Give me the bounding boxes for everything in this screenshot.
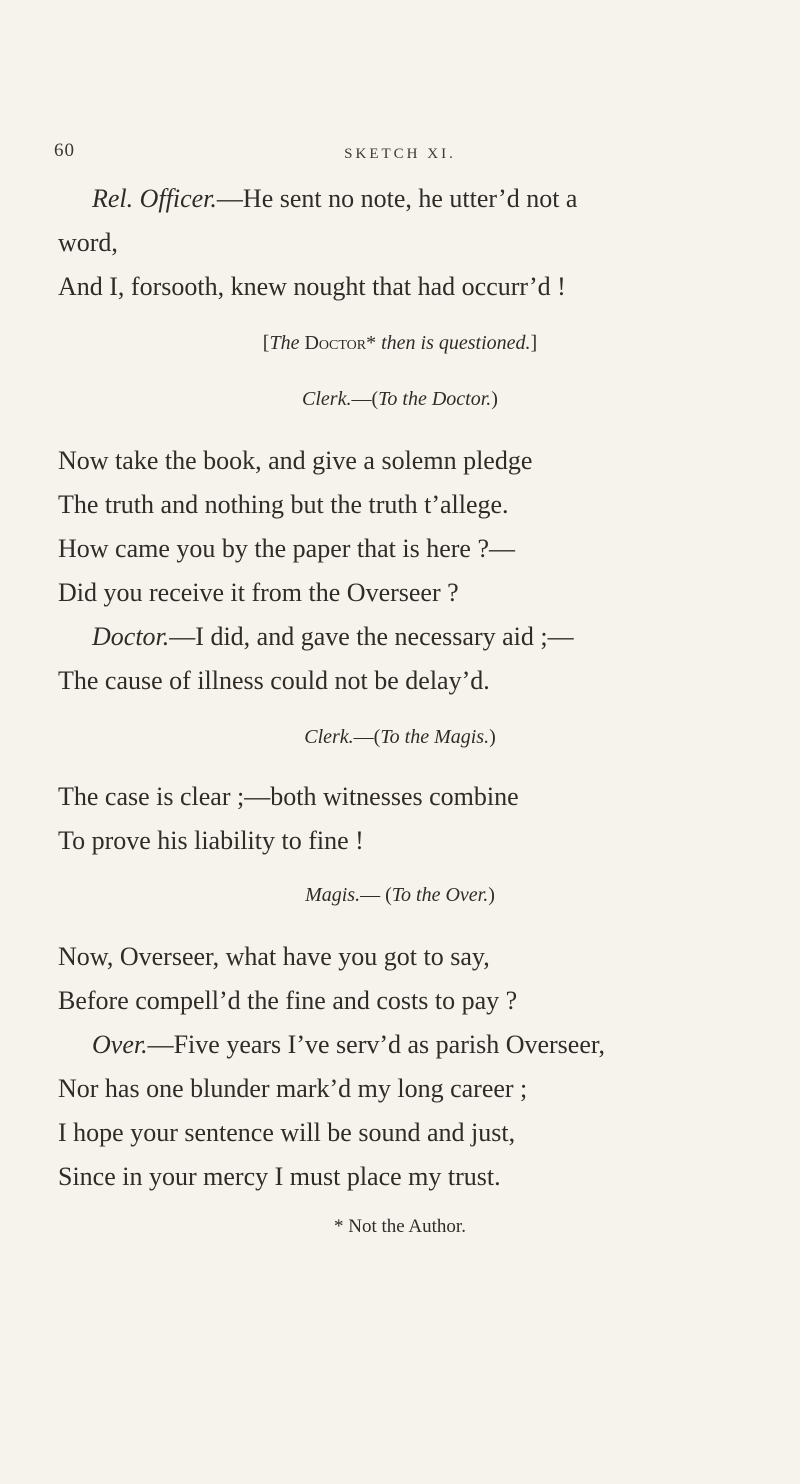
speaker-direction-clerk-doctor: Clerk.—(To the Doctor.) [302, 388, 498, 410]
verse-line-6: Did you receive it from the Overseer ? [58, 578, 459, 607]
footnote: * Not the Author. [334, 1216, 466, 1237]
speaker-doctor: Doctor. [92, 622, 170, 651]
verse-line-3: Now take the book, and give a solemn pledge [58, 446, 533, 475]
verse-line-1: Rel. Officer.—He sent no note, he utter’d not a [92, 184, 578, 213]
verse-line-5: How came you by the paper that is here ?— [58, 534, 516, 563]
stage-direction: [The Doctor* then is questioned.] [262, 332, 538, 354]
speaker-rel-officer: Rel. Officer. [92, 184, 217, 213]
verse-line-15: I hope your sentence will be sound and just, [58, 1118, 516, 1147]
verse-line-14: Nor has one blunder mark’d my long career ; [58, 1074, 528, 1103]
speaker-over: Over. [92, 1030, 148, 1059]
verse-line-2: And I, forsooth, knew nought that had occurr’d ! [58, 272, 566, 301]
verse-line-11: Now, Overseer, what have you got to say, [58, 942, 490, 971]
verse-line-9: The case is clear ;—both witnesses combine [58, 782, 519, 811]
running-head: SKETCH XI. [344, 146, 456, 162]
verse-line-16: Since in your mercy I must place my trust. [58, 1162, 501, 1191]
verse-line-13: Over.—Five years I’ve serv’d as parish Overseer, [92, 1030, 605, 1059]
verse-line-12: Before compell’d the fine and costs to pay ? [58, 986, 518, 1015]
verse-line-7: Doctor.—I did, and gave the necessary aid ;— [92, 622, 574, 651]
verse-line-10: To prove his liability to fine ! [58, 826, 364, 855]
speaker-direction-clerk-magis: Clerk.—(To the Magis.) [304, 726, 496, 748]
page-number: 60 [54, 140, 75, 161]
verse-line-1-cont: word, [58, 228, 118, 257]
speaker-direction-magis-over: Magis.— (To the Over.) [305, 884, 495, 906]
verse-line-4: The truth and nothing but the truth t’allege. [58, 490, 509, 519]
verse-line-8: The cause of illness could not be delay’d. [58, 666, 490, 695]
